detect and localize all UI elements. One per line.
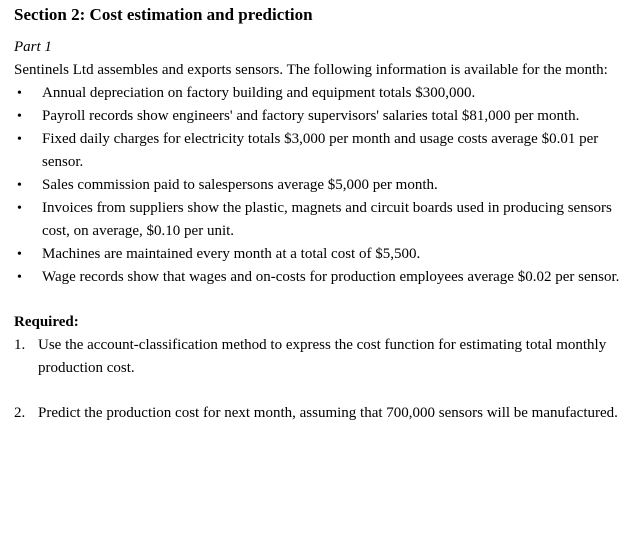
question-item [14, 334, 624, 380]
list-item [14, 105, 624, 128]
bullet-icon: • [17, 247, 22, 262]
question-number: 2. [14, 405, 26, 421]
bullet-icon: • [17, 178, 22, 193]
intro-paragraph: Sentinels Ltd assembles and exports sensors. The following information is available for the month: [14, 62, 608, 78]
list-item [14, 174, 624, 197]
bullet-icon: • [17, 109, 22, 124]
bullet-icon: • [17, 270, 22, 285]
section-title: Section 2: Cost estimation and prediction [14, 5, 313, 24]
list-item [14, 197, 624, 243]
bullet-icon: • [17, 201, 22, 216]
required-heading: Required: [14, 314, 79, 330]
question-item [14, 402, 624, 425]
fact-text: Annual depreciation on factory building and equipment totals $300,000. [42, 85, 476, 101]
part-label: Part 1 [14, 39, 52, 55]
fact-text: Fixed daily charges for electricity totals $3,000 per month and usage costs average $0.01 per sensor. [42, 131, 599, 170]
question-number: 1. [14, 337, 26, 353]
fact-text: Payroll records show engineers' and factory supervisors' salaries total $81,000 per month. [42, 108, 580, 124]
bullet-icon: • [17, 86, 22, 101]
fact-text: Machines are maintained every month at a total cost of $5,500. [42, 246, 421, 262]
list-item [14, 82, 624, 105]
question-text: Predict the production cost for next month, assuming that 700,000 sensors will be manufactured. [38, 405, 618, 421]
questions-list [14, 334, 624, 425]
cost-facts-list [14, 82, 624, 289]
fact-text: Sales commission paid to salespersons average $5,000 per month. [42, 177, 438, 193]
bullet-icon: • [17, 132, 22, 147]
list-item [14, 243, 624, 266]
list-item [14, 266, 624, 289]
question-text: Use the account-classification method to express the cost function for estimating total monthly production cost. [38, 337, 607, 376]
fact-text: Wage records show that wages and on-costs for production employees average $0.02 per sensor. [42, 269, 620, 285]
document-page [14, 4, 624, 425]
list-item [14, 128, 624, 174]
fact-text: Invoices from suppliers show the plastic, magnets and circuit boards used in producing sensors cost, on average, $0.10 per unit. [42, 200, 612, 239]
